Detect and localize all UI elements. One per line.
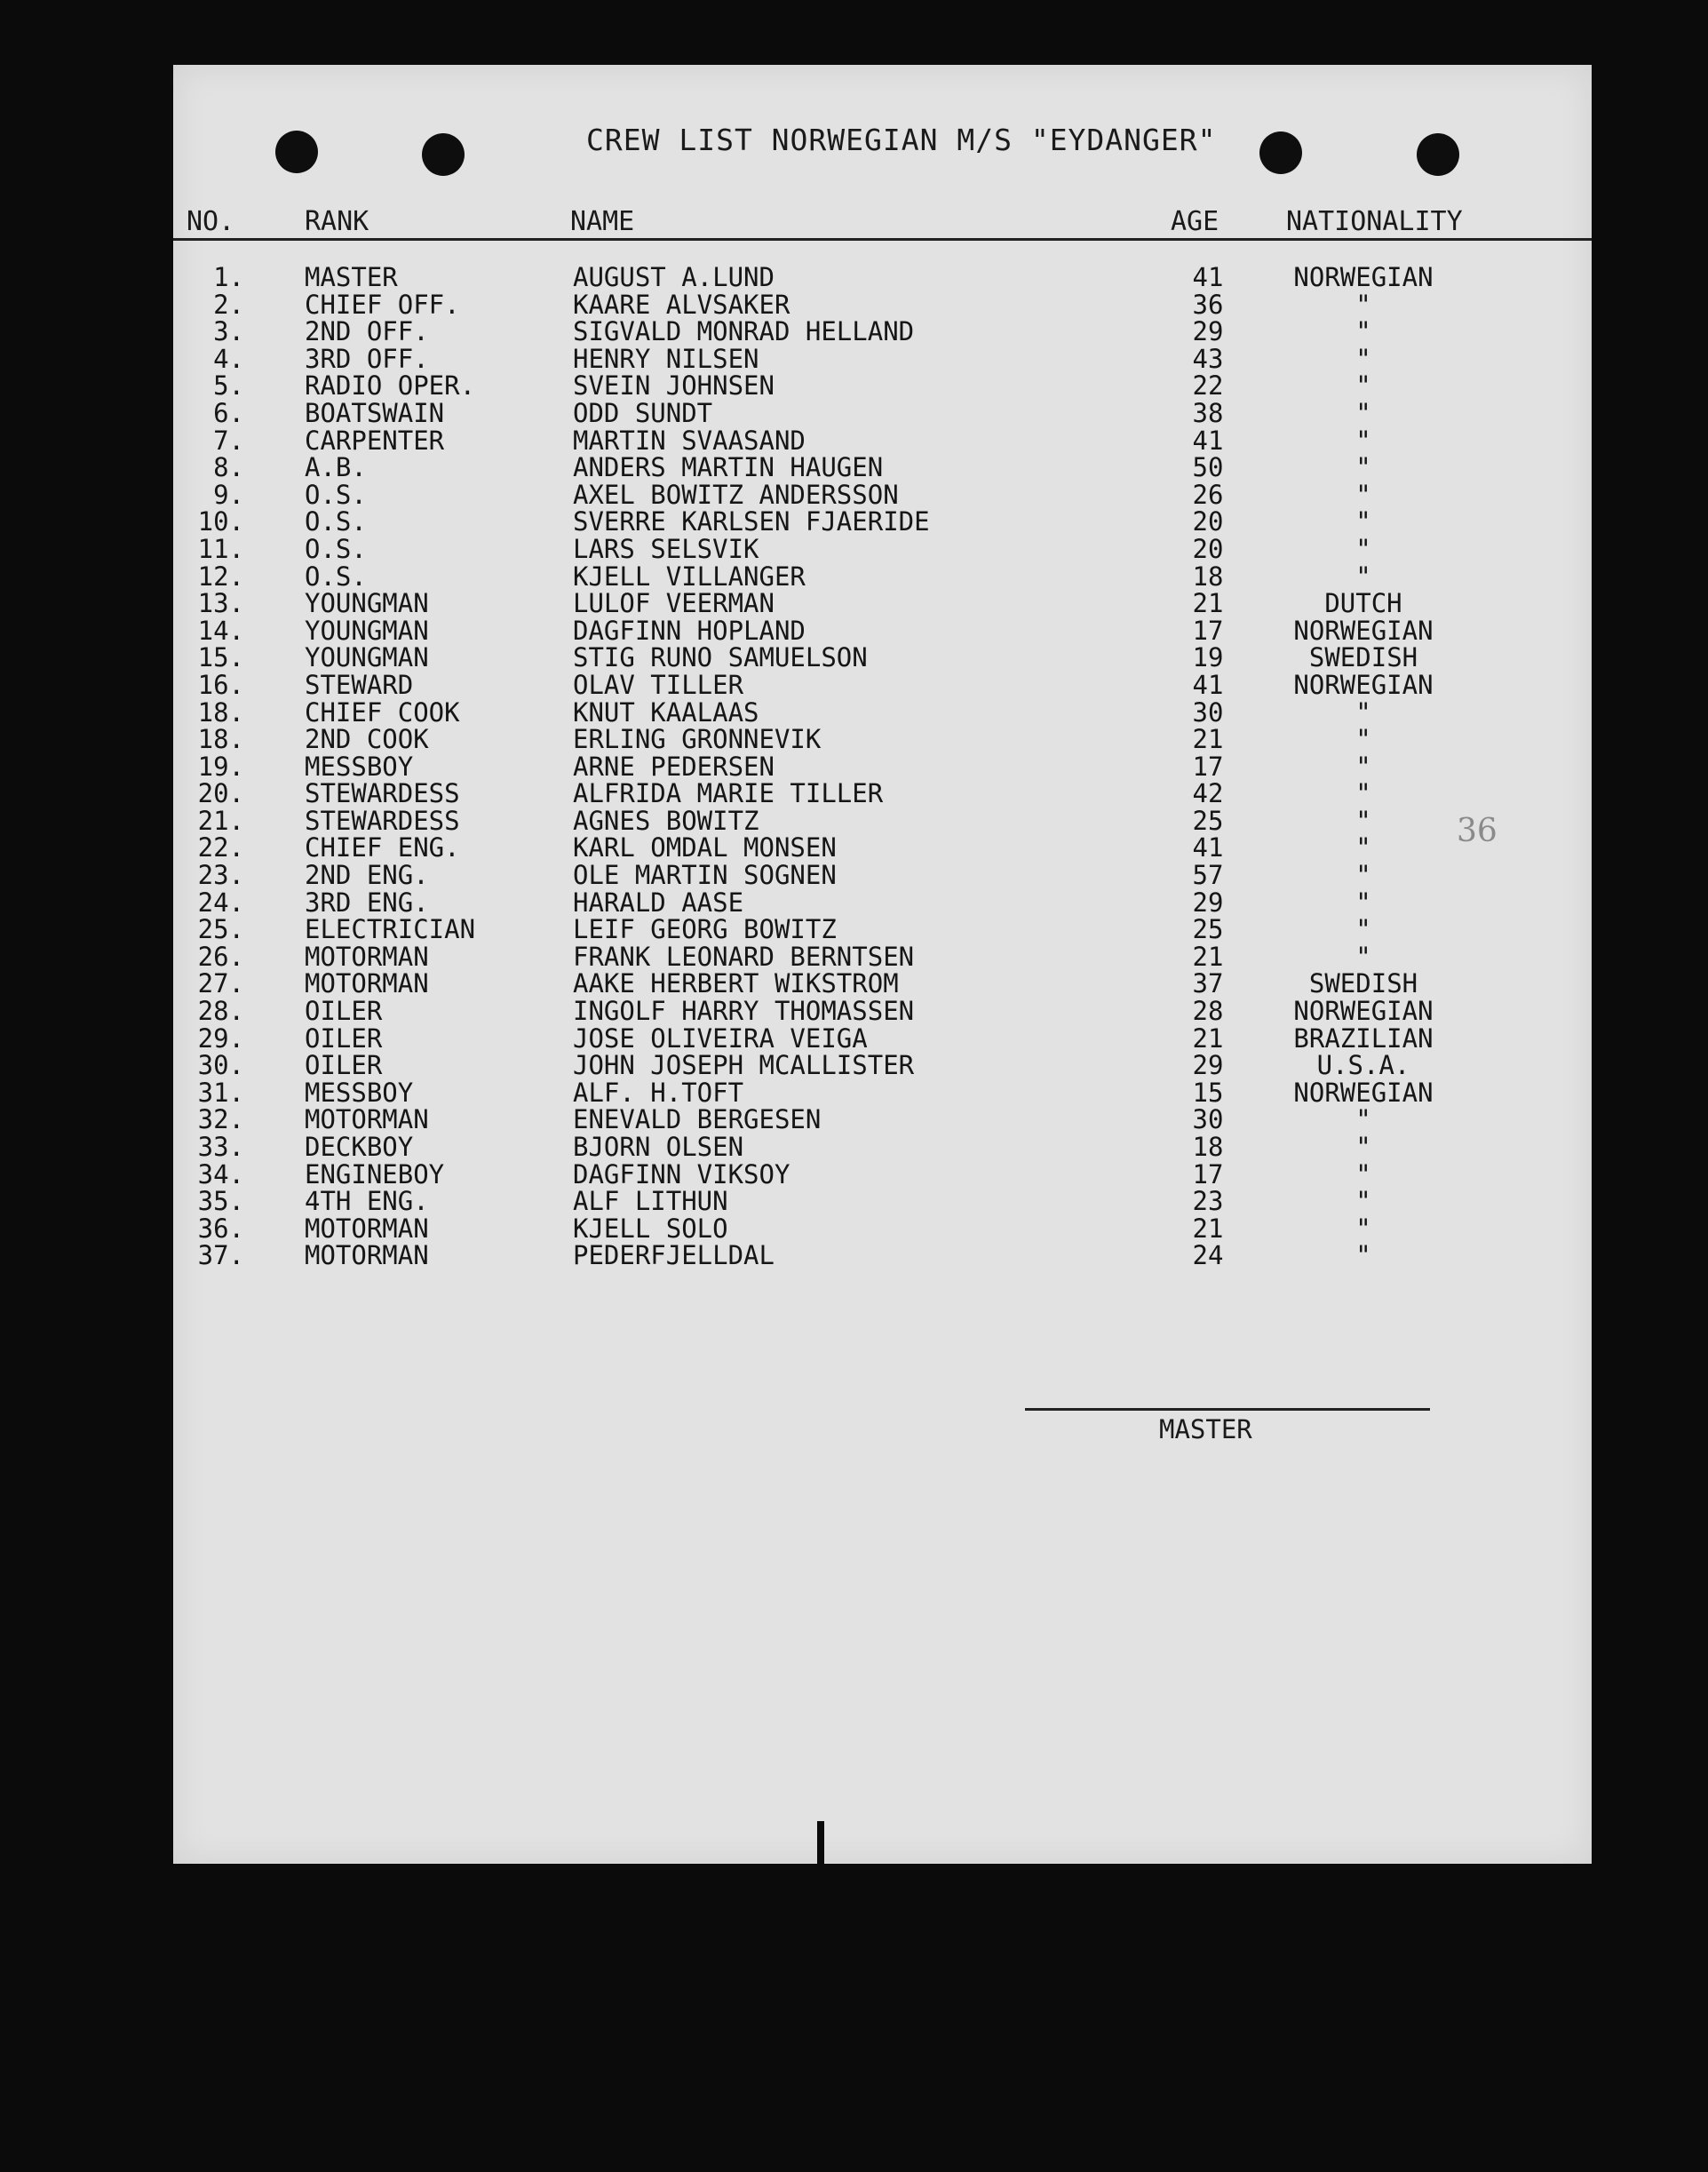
crew-age: 30: [1192, 1104, 1224, 1135]
crew-rank: 2ND COOK: [305, 724, 429, 755]
crew-number: 35.: [197, 1186, 244, 1217]
crew-age: 25: [1192, 805, 1224, 836]
crew-nationality: ": [1355, 696, 1371, 728]
table-row: [0, 943, 1708, 971]
table-row: [0, 998, 1708, 1025]
header-nationality: NATIONALITY: [1286, 206, 1463, 237]
crew-nationality: DUTCH: [1324, 588, 1402, 619]
table-row: [0, 696, 1708, 728]
crew-rank: MESSBOY: [305, 751, 414, 782]
signature-label: MASTER: [1159, 1414, 1252, 1444]
crew-nationality: ": [1355, 397, 1371, 428]
crew-name: AGNES BOWITZ: [573, 805, 759, 836]
crew-name: SVEIN JOHNSEN: [573, 370, 775, 402]
crew-rank: O.S.: [305, 533, 367, 564]
crew-name: KAARE ALVSAKER: [573, 289, 790, 320]
table-row: [0, 1079, 1708, 1107]
crew-table: [0, 264, 1708, 1269]
crew-age: 41: [1192, 262, 1224, 292]
crew-nationality: BRAZILIAN: [1293, 1022, 1434, 1054]
crew-rank: MASTER: [305, 262, 398, 292]
crew-number: 27.: [197, 968, 244, 999]
crew-number: 7.: [213, 425, 244, 456]
header-age: AGE: [1171, 206, 1219, 237]
crew-number: 18.: [197, 724, 244, 755]
crew-rank: MOTORMAN: [305, 941, 429, 972]
crew-age: 28: [1192, 996, 1224, 1027]
crew-rank: 2ND OFF.: [305, 316, 429, 347]
crew-rank: DECKBOY: [305, 1132, 414, 1162]
table-row: [0, 753, 1708, 781]
crew-nationality: SWEDISH: [1308, 642, 1418, 673]
crew-number: 1.: [213, 262, 244, 292]
crew-name: AAKE HERBERT WIKSTROM: [573, 968, 899, 999]
crew-nationality: NORWEGIAN: [1293, 669, 1434, 700]
crew-rank: MOTORMAN: [305, 1240, 429, 1271]
crew-rank: STEWARD: [305, 669, 414, 700]
crew-name: JOHN JOSEPH MCALLISTER: [573, 1050, 915, 1081]
crew-rank: STEWARDESS: [305, 778, 460, 809]
crew-age: 57: [1192, 860, 1224, 891]
page-number: 36: [1457, 813, 1497, 849]
crew-nationality: ": [1355, 1158, 1371, 1189]
crew-nationality: NORWEGIAN: [1293, 996, 1434, 1027]
crew-nationality: ": [1355, 941, 1371, 972]
crew-name: SIGVALD MONRAD HELLAND: [573, 316, 915, 347]
crew-nationality: NORWEGIAN: [1293, 615, 1434, 646]
crew-age: 41: [1192, 425, 1224, 456]
crew-name: OLAV TILLER: [573, 669, 744, 700]
crew-number: 3.: [213, 316, 244, 347]
crew-number: 30.: [197, 1050, 244, 1081]
crew-rank: CARPENTER: [305, 425, 445, 456]
crew-nationality: ": [1355, 370, 1371, 402]
table-row: [0, 726, 1708, 753]
crew-nationality: ": [1355, 860, 1371, 891]
crew-nationality: ": [1355, 533, 1371, 564]
document-title: CREW LIST NORWEGIAN M/S "EYDANGER": [586, 123, 1217, 157]
crew-name: ALF LITHUN: [573, 1186, 728, 1217]
crew-nationality: ": [1355, 1132, 1371, 1162]
crew-age: 19: [1192, 642, 1224, 673]
crew-name: ENEVALD BERGESEN: [573, 1104, 822, 1135]
crew-rank: 4TH ENG.: [305, 1186, 429, 1217]
crew-name: MARTIN SVAASAND: [573, 425, 806, 456]
crew-name: KARL OMDAL MONSEN: [573, 832, 837, 863]
crew-number: 37.: [197, 1240, 244, 1271]
crew-name: LEIF GEORG BOWITZ: [573, 914, 837, 945]
crew-age: 18: [1192, 561, 1224, 592]
crew-name: DAGFINN VIKSOY: [573, 1158, 790, 1189]
crew-rank: 3RD OFF.: [305, 343, 429, 374]
crew-age: 21: [1192, 724, 1224, 755]
crew-name: OLE MARTIN SOGNEN: [573, 860, 837, 891]
table-row: [0, 1188, 1708, 1215]
crew-nationality: ": [1355, 289, 1371, 320]
crew-number: 20.: [197, 778, 244, 809]
table-row: [0, 481, 1708, 509]
crew-rank: MOTORMAN: [305, 1213, 429, 1244]
crew-number: 29.: [197, 1022, 244, 1054]
crew-number: 13.: [197, 588, 244, 619]
table-row: [0, 563, 1708, 591]
table-row: [0, 533, 1708, 564]
header-name: NAME: [570, 206, 635, 237]
crew-nationality: ": [1355, 887, 1371, 918]
crew-age: 25: [1192, 914, 1224, 945]
crew-nationality: ": [1355, 452, 1371, 483]
crew-age: 29: [1192, 887, 1224, 918]
crew-nationality: ": [1355, 561, 1371, 592]
crew-age: 18: [1192, 1132, 1224, 1162]
crew-nationality: NORWEGIAN: [1293, 1077, 1434, 1108]
crew-age: 26: [1192, 479, 1224, 510]
punch-hole: [275, 131, 318, 173]
table-row: [0, 916, 1708, 943]
crew-age: 29: [1192, 316, 1224, 347]
crew-number: 16.: [197, 669, 244, 700]
crew-number: 15.: [197, 642, 244, 673]
crew-number: 25.: [197, 914, 244, 945]
crew-rank: O.S.: [305, 506, 367, 537]
punch-hole: [1417, 133, 1459, 176]
crew-number: 22.: [197, 832, 244, 863]
crew-rank: A.B.: [305, 452, 367, 483]
crew-name: AUGUST A.LUND: [573, 262, 775, 292]
crew-age: 41: [1192, 832, 1224, 863]
crew-number: 14.: [197, 615, 244, 646]
crew-rank: YOUNGMAN: [305, 642, 429, 673]
crew-age: 21: [1192, 1213, 1224, 1244]
table-row: [0, 862, 1708, 889]
crew-rank: OILER: [305, 996, 383, 1027]
crew-rank: ENGINEBOY: [305, 1158, 445, 1189]
table-row: [0, 834, 1708, 862]
table-row: [0, 780, 1708, 808]
crew-age: 29: [1192, 1050, 1224, 1081]
table-row: [0, 1242, 1708, 1269]
crew-name: KJELL VILLANGER: [573, 561, 806, 592]
crew-number: 5.: [213, 370, 244, 402]
crew-rank: O.S.: [305, 479, 367, 510]
crew-age: 17: [1192, 751, 1224, 782]
table-row: [0, 590, 1708, 617]
crew-age: 21: [1192, 941, 1224, 972]
crew-nationality: ": [1355, 751, 1371, 782]
crew-name: AXEL BOWITZ ANDERSSON: [573, 479, 899, 510]
table-row: [0, 427, 1708, 455]
crew-number: 12.: [197, 561, 244, 592]
table-row: [0, 372, 1708, 400]
crew-age: 38: [1192, 397, 1224, 428]
crew-age: 23: [1192, 1186, 1224, 1217]
crew-age: 41: [1192, 669, 1224, 700]
crew-rank: CHIEF OFF.: [305, 289, 460, 320]
crew-rank: YOUNGMAN: [305, 615, 429, 646]
crew-name: KJELL SOLO: [573, 1213, 728, 1244]
crew-age: 20: [1192, 533, 1224, 564]
crew-name: ODD SUNDT: [573, 397, 713, 428]
crew-name: BJORN OLSEN: [573, 1132, 744, 1162]
crew-nationality: ": [1355, 832, 1371, 863]
crew-nationality: ": [1355, 1213, 1371, 1244]
crew-number: 31.: [197, 1077, 244, 1108]
crew-rank: ELECTRICIAN: [305, 914, 476, 945]
crew-nationality: NORWEGIAN: [1293, 262, 1434, 292]
crew-number: 36.: [197, 1213, 244, 1244]
crew-name: INGOLF HARRY THOMASSEN: [573, 996, 915, 1027]
crew-name: JOSE OLIVEIRA VEIGA: [573, 1022, 868, 1054]
crew-name: ARNE PEDERSEN: [573, 751, 775, 782]
signature-line: [1025, 1408, 1430, 1411]
crew-name: ALF. H.TOFT: [573, 1077, 744, 1108]
crew-number: 19.: [197, 751, 244, 782]
table-row: [0, 1158, 1708, 1189]
crew-number: 26.: [197, 941, 244, 972]
crew-name: DAGFINN HOPLAND: [573, 615, 806, 646]
crew-number: 4.: [213, 343, 244, 374]
crew-age: 17: [1192, 615, 1224, 646]
crew-name: HARALD AASE: [573, 887, 744, 918]
crew-rank: 2ND ENG.: [305, 860, 429, 891]
crew-nationality: ": [1355, 479, 1371, 510]
table-row: [0, 1134, 1708, 1161]
table-row: [0, 318, 1708, 346]
table-row: [0, 669, 1708, 700]
crew-number: 28.: [197, 996, 244, 1027]
header-rule: [173, 238, 1592, 241]
crew-name: LULOF VEERMAN: [573, 588, 775, 619]
crew-age: 37: [1192, 968, 1224, 999]
crew-nationality: ": [1355, 914, 1371, 945]
crew-nationality: SWEDISH: [1308, 968, 1418, 999]
crew-nationality: ": [1355, 1186, 1371, 1217]
table-row: [0, 644, 1708, 672]
crew-age: 21: [1192, 1022, 1224, 1054]
crew-rank: STEWARDESS: [305, 805, 460, 836]
crew-number: 11.: [197, 533, 244, 564]
crew-nationality: ": [1355, 506, 1371, 537]
table-row: [0, 454, 1708, 481]
crew-rank: OILER: [305, 1050, 383, 1081]
crew-number: 24.: [197, 887, 244, 918]
crew-age: 17: [1192, 1158, 1224, 1189]
crew-rank: YOUNGMAN: [305, 588, 429, 619]
header-no: NO.: [187, 206, 235, 237]
crew-number: 34.: [197, 1158, 244, 1189]
crew-age: 20: [1192, 506, 1224, 537]
crew-rank: O.S.: [305, 561, 367, 592]
crew-name: SVERRE KARLSEN FJAERIDE: [573, 506, 930, 537]
crew-nationality: ": [1355, 805, 1371, 836]
crew-age: 21: [1192, 588, 1224, 619]
crew-number: 9.: [213, 479, 244, 510]
table-row: [0, 264, 1708, 291]
crew-nationality: ": [1355, 316, 1371, 347]
table-row: [0, 805, 1708, 836]
crew-nationality: ": [1355, 343, 1371, 374]
crew-age: 50: [1192, 452, 1224, 483]
paper-tear: [817, 1821, 824, 1864]
crew-name: KNUT KAALAAS: [573, 696, 759, 728]
crew-rank: BOATSWAIN: [305, 397, 445, 428]
table-row: [0, 397, 1708, 428]
crew-number: 10.: [197, 506, 244, 537]
crew-number: 32.: [197, 1104, 244, 1135]
crew-age: 30: [1192, 696, 1224, 728]
crew-nationality: ": [1355, 425, 1371, 456]
table-row: [0, 617, 1708, 645]
table-row: [0, 291, 1708, 319]
table-row: [0, 1052, 1708, 1079]
crew-rank: MESSBOY: [305, 1077, 414, 1108]
crew-name: ERLING GRONNEVIK: [573, 724, 822, 755]
crew-number: 8.: [213, 452, 244, 483]
crew-nationality: ": [1355, 1104, 1371, 1135]
punch-hole: [422, 133, 465, 176]
crew-rank: OILER: [305, 1022, 383, 1054]
crew-nationality: U.S.A.: [1316, 1050, 1410, 1081]
table-row: [0, 1215, 1708, 1243]
crew-age: 15: [1192, 1077, 1224, 1108]
table-row: [0, 508, 1708, 536]
crew-name: STIG RUNO SAMUELSON: [573, 642, 868, 673]
crew-age: 42: [1192, 778, 1224, 809]
crew-number: 2.: [213, 289, 244, 320]
crew-rank: 3RD ENG.: [305, 887, 429, 918]
crew-rank: RADIO OPER.: [305, 370, 476, 402]
crew-nationality: ": [1355, 778, 1371, 809]
table-row: [0, 1022, 1708, 1054]
table-row: [0, 970, 1708, 998]
crew-nationality: ": [1355, 724, 1371, 755]
crew-number: 21.: [197, 805, 244, 836]
table-row: [0, 1106, 1708, 1134]
crew-rank: MOTORMAN: [305, 968, 429, 999]
table-row: [0, 343, 1708, 374]
crew-age: 36: [1192, 289, 1224, 320]
crew-name: ANDERS MARTIN HAUGEN: [573, 452, 884, 483]
crew-rank: CHIEF COOK: [305, 696, 460, 728]
crew-number: 18.: [197, 696, 244, 728]
crew-number: 23.: [197, 860, 244, 891]
crew-name: FRANK LEONARD BERNTSEN: [573, 941, 915, 972]
crew-age: 24: [1192, 1240, 1224, 1271]
crew-name: LARS SELSVIK: [573, 533, 759, 564]
crew-name: ALFRIDA MARIE TILLER: [573, 778, 884, 809]
crew-number: 6.: [213, 397, 244, 428]
crew-name: HENRY NILSEN: [573, 343, 759, 374]
crew-nationality: ": [1355, 1240, 1371, 1271]
crew-name: PEDERFJELLDAL: [573, 1240, 775, 1271]
crew-rank: MOTORMAN: [305, 1104, 429, 1135]
crew-age: 22: [1192, 370, 1224, 402]
crew-number: 33.: [197, 1132, 244, 1162]
table-row: [0, 889, 1708, 917]
punch-hole: [1259, 131, 1302, 174]
crew-rank: CHIEF ENG.: [305, 832, 460, 863]
crew-age: 43: [1192, 343, 1224, 374]
header-rank: RANK: [305, 206, 369, 237]
